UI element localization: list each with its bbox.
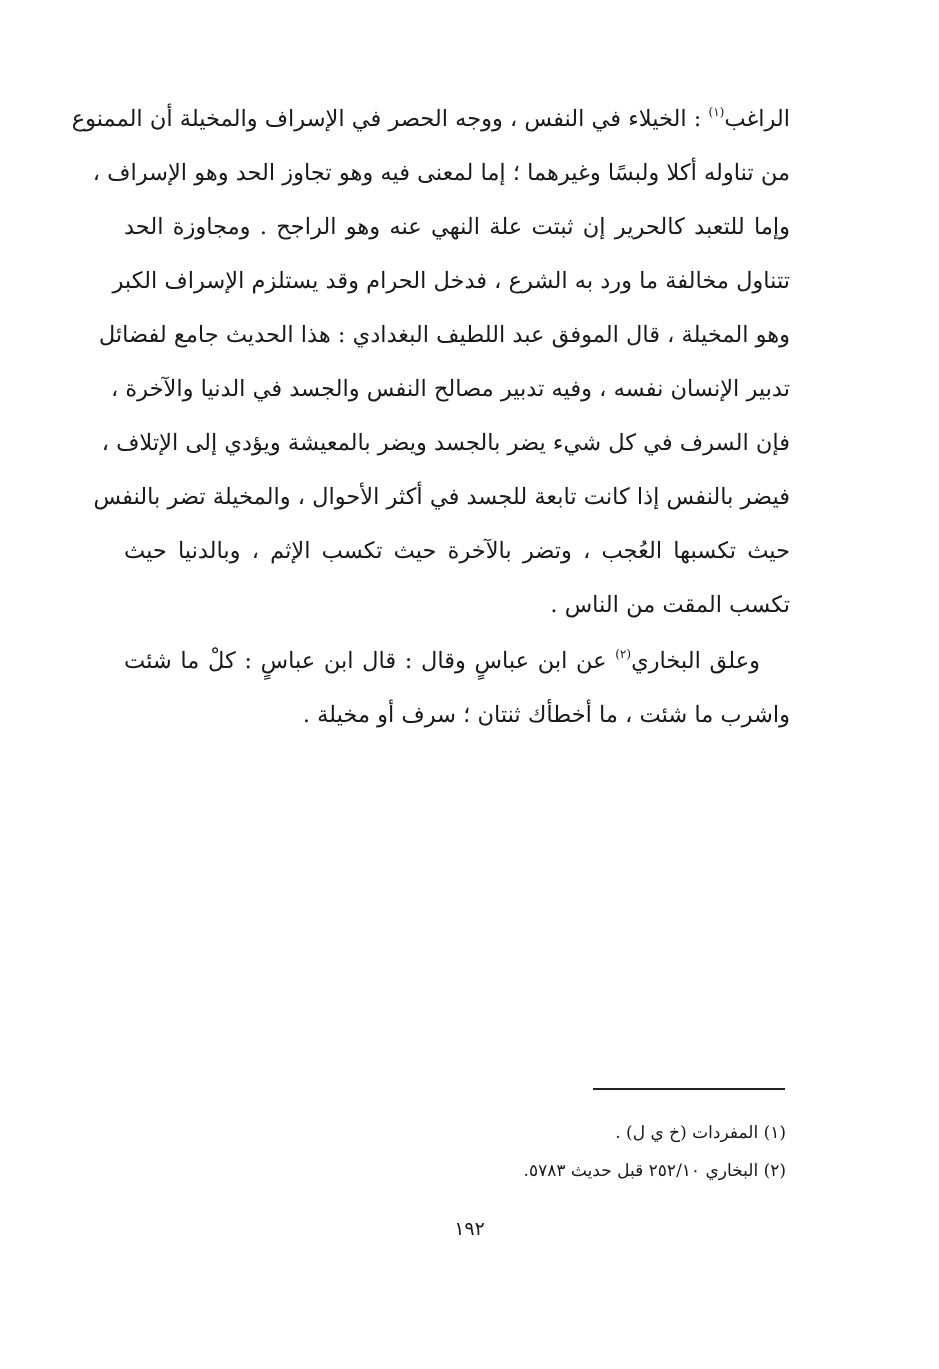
text-segment: الراغب bbox=[724, 106, 790, 132]
text-line: واشرب ما شئت ، ما أخطأك ثنتان ؛ سرف أو مخيلة . bbox=[302, 702, 790, 728]
text-line: تكسب المقت من الناس . bbox=[550, 592, 790, 618]
text-line: وإما للتعبد كالحرير إن ثبتت علة النهي عنه وهو الراجح . ومجاوزة الحد bbox=[124, 214, 790, 240]
text-line bbox=[124, 634, 790, 688]
text-line: تدبير الإنسان نفسه ، وفيه تدبير مصالح النفس والجسد في الدنيا والآخرة ، bbox=[110, 376, 790, 402]
footnote-marker: (٢) bbox=[615, 647, 632, 661]
text-line: فيضر بالنفس إذا كانت تابعة للجسد في أكثر الأحوال ، والمخيلة تضر بالنفس bbox=[93, 484, 790, 510]
text-line: وهو المخيلة ، قال الموفق عبد اللطيف البغدادي : هذا الحديث جامع لفضائل bbox=[98, 322, 790, 348]
text-line: حيث تكسبها العُجب ، وتضر بالآخرة حيث تكسب الإثم ، وبالدنيا حيث bbox=[124, 538, 790, 564]
page-number: ١٩٢ bbox=[454, 1218, 485, 1240]
main-text bbox=[71, 92, 790, 742]
text-line: تتناول مخالفة ما ورد به الشرع ، فدخل الحرام وقد يستلزم الإسراف الكبر bbox=[112, 268, 790, 294]
text-line bbox=[71, 92, 790, 146]
paragraph bbox=[124, 634, 790, 742]
text-segment: وعلق البخاري bbox=[631, 648, 760, 674]
footnote-divider bbox=[593, 1088, 785, 1090]
footnote: (٢) البخاري ٢٥٢/١٠ قبل حديث ٥٧٨٣. bbox=[523, 1161, 786, 1181]
text-segment: : الخيلاء في النفس ، ووجه الحصر في الإسراف والمخيلة أن الممنوع bbox=[71, 106, 709, 132]
footnotes bbox=[200, 1114, 786, 1190]
text-segment: عن ابن عباسٍ وقال : قال ابن عباسٍ : كلْ ما شئت bbox=[124, 648, 616, 674]
text-line: من تناوله أكلا ولبسًا وغيرهما ؛ إما لمعنى فيه وهو تجاوز الحد وهو الإسراف ، bbox=[92, 160, 790, 186]
text-line: فإن السرف في كل شيء يضر بالجسد ويضر بالمعيشة ويؤدي إلى الإتلاف ، bbox=[101, 430, 790, 456]
paragraph bbox=[71, 92, 790, 632]
footnote-marker: (١) bbox=[708, 105, 725, 119]
footnote: (١) المفردات (خ ي ل) . bbox=[615, 1123, 786, 1143]
